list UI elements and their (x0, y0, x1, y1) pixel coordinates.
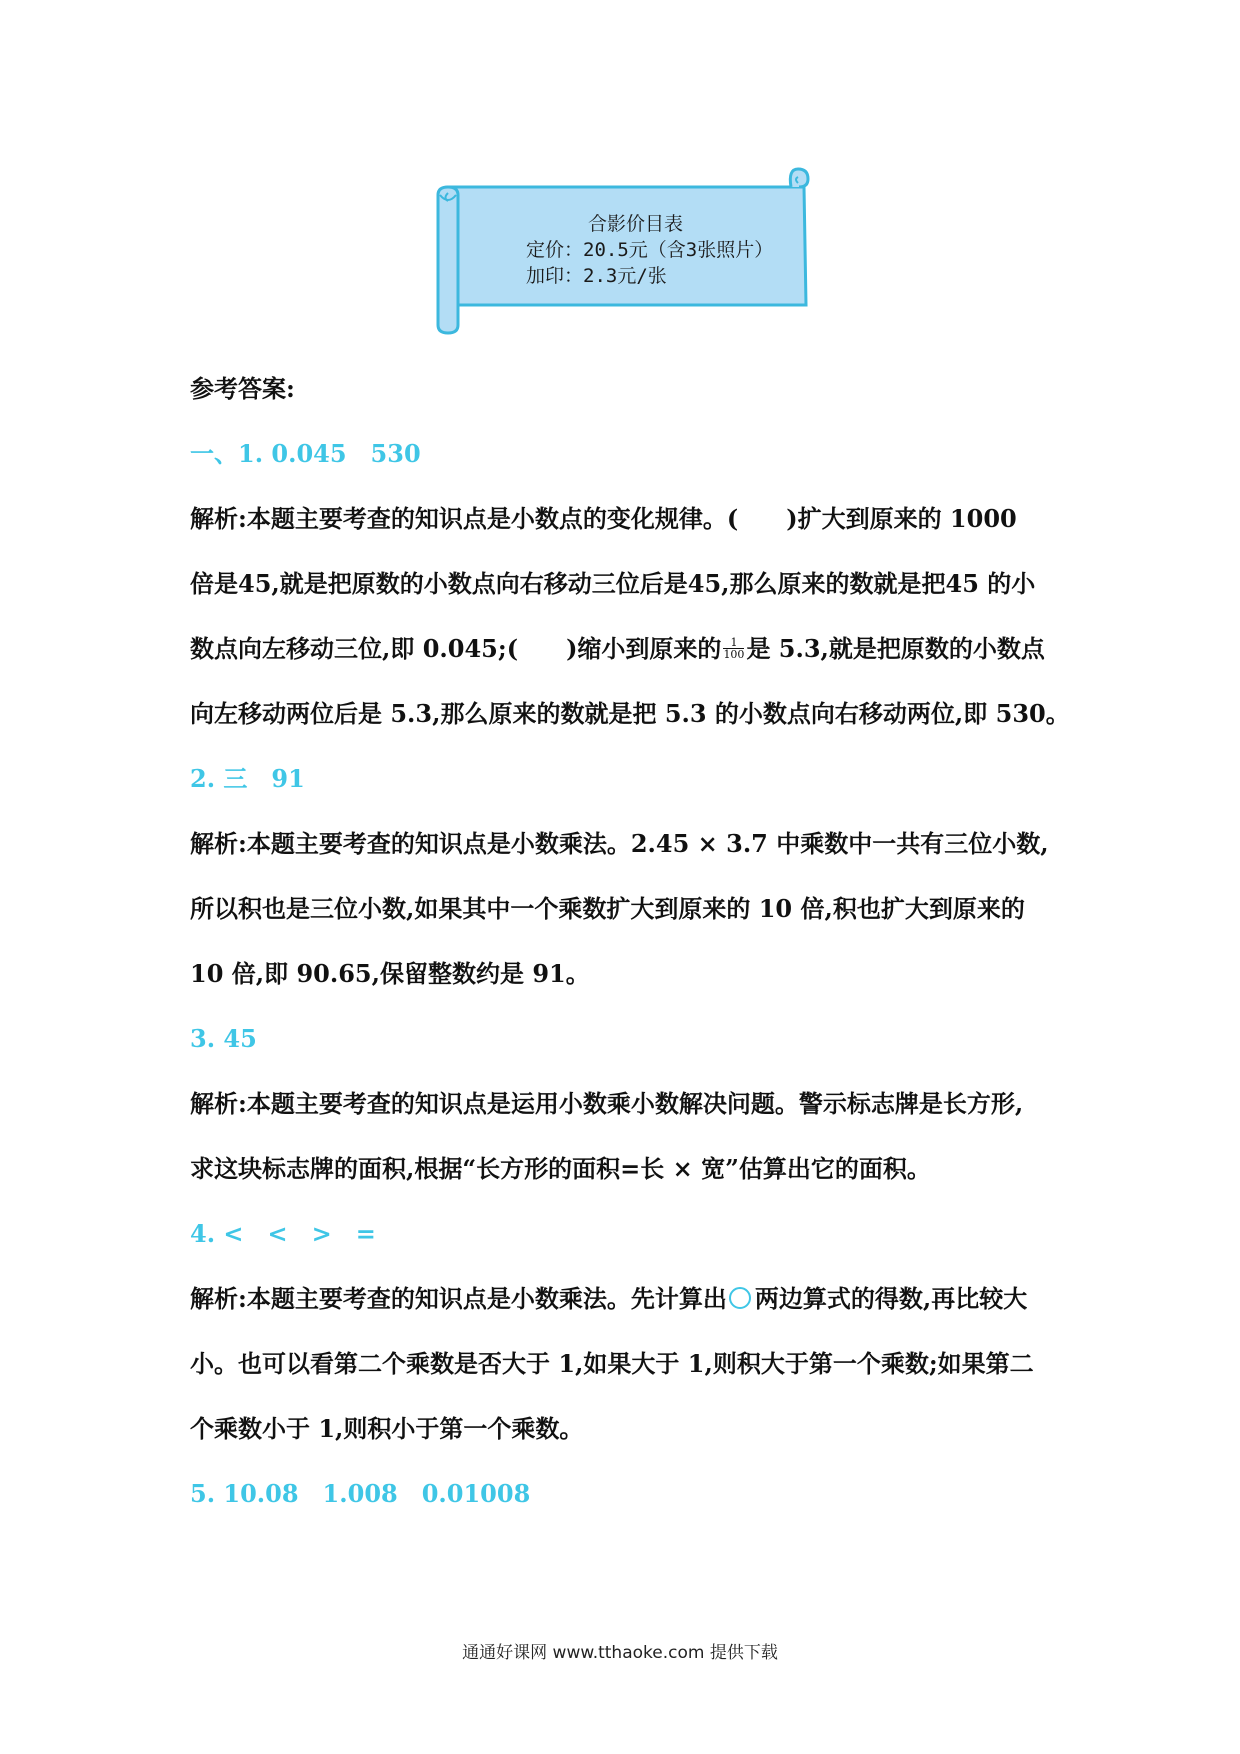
q4-explanation-line (190, 1266, 1070, 1331)
q1-explanation-line: 倍是45,就是把原数的小数点向右移动三位后是45,那么原来的数就是把45 的小 (190, 569, 1036, 598)
comparison-circle-icon (729, 1287, 751, 1309)
q2-answer: 2. 三 91 (190, 764, 305, 793)
banner-reprint-line: 加印：2.3元/张 (526, 265, 667, 287)
q3-explanation-line: 求这块标志牌的面积,根据“长方形的面积=长 × 宽”估算出它的面积。 (190, 1154, 931, 1183)
q3-answer: 3. 45 (190, 1024, 257, 1053)
q2-explanation-line: 解析:本题主要考查的知识点是小数乘法。2.45 × 3.7 中乘数中一共有三位小数, (190, 829, 1049, 858)
q2-explanation-line: 10 倍,即 90.65,保留整数约是 91。 (190, 959, 590, 988)
q3-explanation-line: 解析:本题主要考查的知识点是运用小数乘小数解决问题。警示标志牌是长方形, (190, 1089, 1024, 1118)
q1-explanation-text: 是 5.3,就是把原数的小数点 (746, 634, 1045, 663)
q4-explanation-line: 小。也可以看第二个乘数是否大于 1,如果大于 1,则积大于第一个乘数;如果第二 (190, 1349, 1034, 1378)
q1-explanation-line: 向左移动两位后是 5.3,那么原来的数就是把 5.3 的小数点向右移动两位,即 530。 (190, 699, 1070, 728)
q4-answer: 4. < < > = (190, 1219, 376, 1248)
fraction-one-hundredth (723, 637, 744, 660)
price-list-banner (436, 165, 812, 335)
banner-price-line: 定价：20.5元（含3张照片） (526, 239, 774, 261)
q4-explanation-line: 个乘数小于 1,则积小于第一个乘数。 (190, 1414, 584, 1443)
q4-explanation-text: 两边算式的得数,再比较大 (754, 1284, 1028, 1313)
banner-text (526, 211, 806, 289)
q1-answer: 一、1. 0.045 530 (190, 439, 421, 468)
answers-heading: 参考答案: (190, 374, 295, 403)
q1-explanation-line: 解析:本题主要考查的知识点是小数点的变化规律。( )扩大到原来的 1000 (190, 504, 1017, 533)
answer-content (190, 356, 1070, 1526)
q5-answer: 5. 10.08 1.008 0.01008 (190, 1479, 531, 1508)
page-footer: 通通好课网 www.tthaoke.com 提供下载 (462, 1643, 778, 1663)
q1-explanation-line (190, 616, 1070, 681)
q4-explanation-text: 解析:本题主要考查的知识点是小数乘法。先计算出 (190, 1284, 727, 1313)
fraction-denominator: 100 (723, 648, 745, 661)
banner-title: 合影价目表 (588, 213, 684, 235)
q2-explanation-line: 所以积也是三位小数,如果其中一个乘数扩大到原来的 10 倍,积也扩大到原来的 (190, 894, 1025, 923)
fraction-numerator: 1 (723, 637, 744, 649)
q1-explanation-text: 数点向左移动三位,即 0.045;( )缩小到原来的 (190, 634, 722, 663)
